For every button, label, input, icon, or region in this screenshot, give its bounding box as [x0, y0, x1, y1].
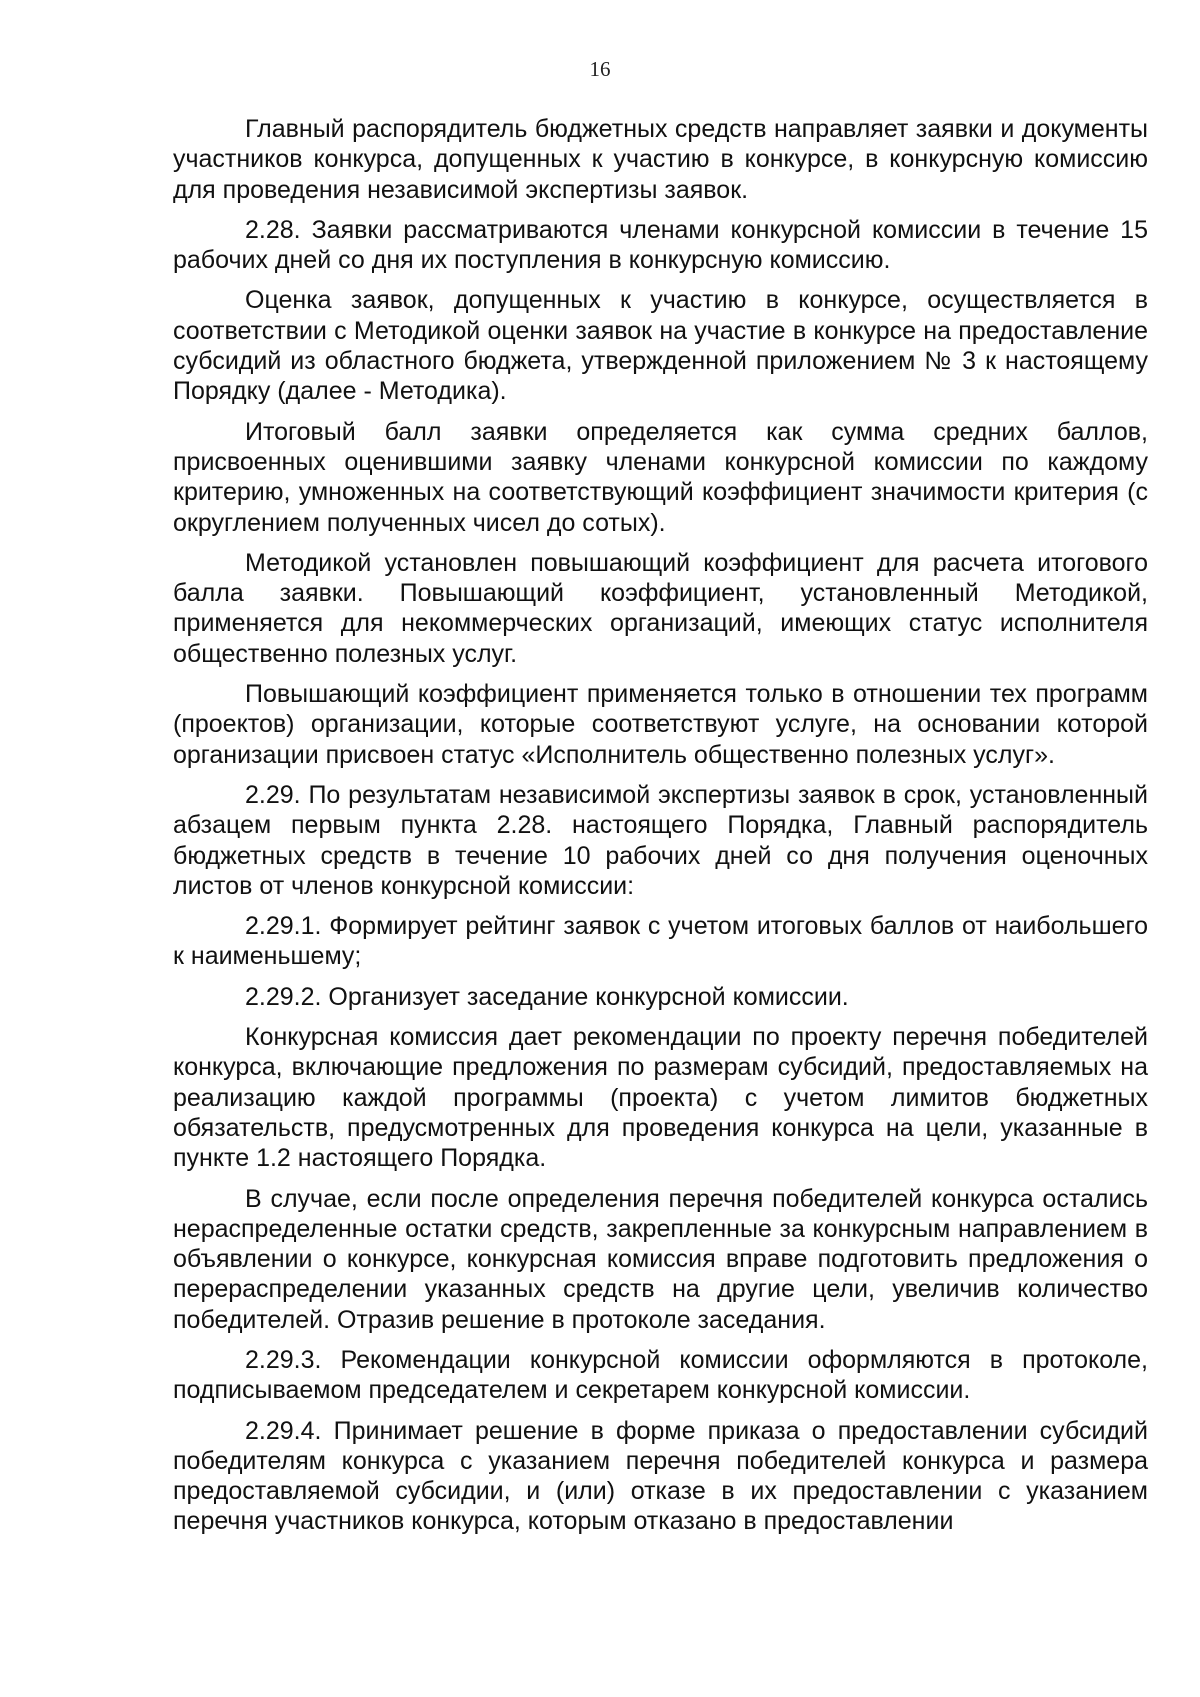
- paragraph-coefficient: Методикой установлен повышающий коэффициент для расчета итогового балла заявки. Повышающий коэффициент, установленный Методикой, применяется для некоммерческих организаций, имеющих статус исполнителя общественно полезных услуг.: [173, 548, 1148, 668]
- paragraph-submission: Главный распорядитель бюджетных средств направляет заявки и документы участников конкурса, допущенных к участию в конкурсе, в конкурсную комиссию для проведения независимой экспертизы заявок.: [173, 115, 1148, 204]
- paragraph-2-29-3: 2.29.3. Рекомендации конкурсной комиссии оформляются в протоколе, подписываемом председателем и секретарем конкурсной комиссии.: [173, 1345, 1148, 1405]
- paragraph-evaluation: Оценка заявок, допущенных к участию в конкурсе, осуществляется в соответствии с Методикой оценки заявок на участие в конкурсе на предоставление субсидий из областного бюджета, утвержденной приложением № 3 к настоящему Порядку (далее - Методика).: [173, 286, 1148, 406]
- paragraph-2-29-1: 2.29.1. Формирует рейтинг заявок с учетом итоговых баллов от наибольшего к наименьшему;: [173, 912, 1148, 971]
- paragraph-recommendations: Конкурсная комиссия дает рекомендации по проекту перечня победителей конкурса, включающие предложения по размерам субсидий, предоставляемых на реализацию каждой программы (проекта) с учетом лимитов бюджетных обязательств, предусмотренных для проведения конкурса на цели, указанные в пункте 1.2 настоящего Порядка.: [173, 1023, 1148, 1173]
- paragraph-2-29: 2.29. По результатам независимой экспертизы заявок в срок, установленный абзацем первым пункта 2.28. настоящего Порядка, Главный распорядитель бюджетных средств в течение 10 рабочих дней со дня получения оценочных листов от членов конкурсной комиссии:: [173, 780, 1148, 900]
- page-number: 16: [589, 57, 611, 81]
- paragraph-coefficient-scope: Повышающий коэффициент применяется только в отношении тех программ (проектов) организации, которые соответствуют услуге, на основании которой организации присвоен статус «Исполнитель общественно полезных услуг».: [173, 680, 1148, 769]
- paragraph-2-29-2: 2.29.2. Организует заседание конкурсной комиссии.: [245, 982, 849, 1011]
- document-body: [173, 114, 1148, 1547]
- paragraph-final-score: Итоговый балл заявки определяется как сумма средних баллов, присвоенных оценившими заявку членами конкурсной комиссии по каждому критерию, умноженных на соответствующий коэффициент значимости критерия (с округлением полученных чисел до сотых).: [173, 417, 1148, 537]
- paragraph-2-29-4: 2.29.4. Принимает решение в форме приказа о предоставлении субсидий победителям конкурса с указанием перечня победителей конкурса и размера предоставляемой субсидии, и (или) отказе в их предоставлении с указанием перечня участников конкурса, которым отказано в предоставлении: [173, 1416, 1148, 1536]
- paragraph-remaining-funds: В случае, если после определения перечня победителей конкурса остались нераспределенные остатки средств, закрепленные за конкурсным направлением в объявлении о конкурсе, конкурсная комиссия вправе подготовить предложения о перераспределении указанных средств на другие цели, увеличив количество победителей. Отразив решение в протоколе заседания.: [173, 1184, 1148, 1334]
- paragraph-2-28: 2.28. Заявки рассматриваются членами конкурсной комиссии в течение 15 рабочих дней со дня их поступления в конкурсную комиссию.: [173, 215, 1148, 275]
